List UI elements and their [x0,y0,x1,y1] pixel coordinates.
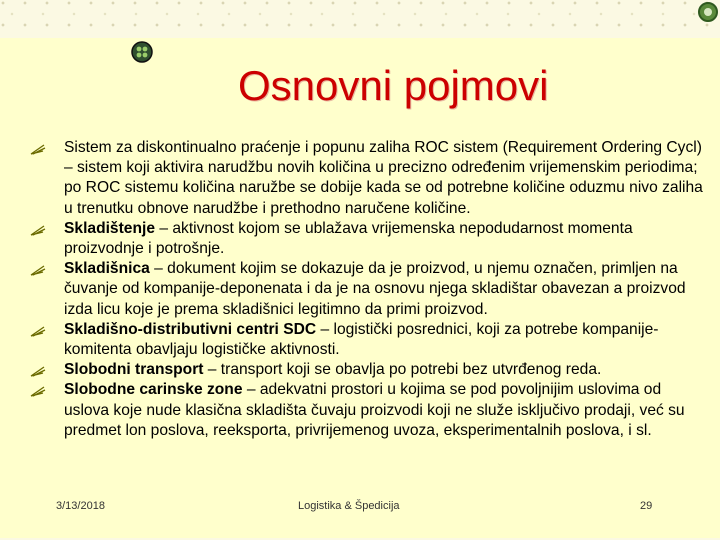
corner-ornament-icon [690,0,720,30]
bullet-term: Slobodne carinske zone [64,381,243,399]
bullet-text: – aktivnost kojom se ublažava vrijemenska nepodudarnost momenta proizvodnje i potrošnje. [64,219,633,258]
bullet-text: – logistički posrednici, koji za potrebe kompanije-komitenta obavljaju logističke aktivnosti. [64,320,659,359]
quill-bullet-icon [30,224,46,236]
bullet-item [30,380,710,441]
quill-bullet-icon [30,143,46,155]
bullet-text: – dokument kojim se dokazuje da je proizvod, u njemu označen, primljen na čuvanje od kompanije-deponenata i da je na osnovu njega skladištar obavezan a proizvod izda licu koje je prema skladišnici legitimno da primi proizvod. [64,260,686,318]
bullet-term: Skladištenje [64,219,156,237]
quill-bullet-icon [30,365,46,377]
bullet-item [30,219,710,259]
bullet-term: Skladišno-distributivni centri SDC [64,320,317,338]
bullet-item [30,320,710,360]
footer-title: Logistika & Špedicija [298,500,400,512]
globe-ornament-icon [130,40,154,64]
bullet-list [30,138,710,441]
footer-date: 3/13/2018 [56,500,105,512]
bullet-item [30,138,710,219]
bullet-term: Slobodni transport [64,361,204,379]
quill-bullet-icon [30,325,46,337]
bullet-text: – adekvatni prostori u kojima se pod povoljnijim uslovima od uslova koje nude klasična skladišta čuvaju proizvodi koji ne služe isključivo prodaji, već su predmet lon poslova, reeksporta, privrijemenog uvoza, eksperimentalnih poslova, i sl. [64,381,685,439]
bullet-text: Sistem za diskontinualno praćenje i popunu zaliha ROC sistem (Requirement Ordering Cycl) – sistem koji aktivira narudžbu novih količina u precizno određenim vrijemenskim periodima; po ROC sistemu količina naružbe se dobije kada se od potrebne količine oduzmu nivo zaliha u trenutku obnove narudžbe i prethodno naručene količine. [64,139,703,217]
quill-bullet-icon [30,264,46,276]
bullet-item [30,259,710,320]
slide-title: Osnovni pojmovi [238,62,549,109]
bullet-text: – transport koji se obavlja po potrebi bez utvrđenog reda. [203,361,602,379]
footer-page-number: 29 [640,500,653,512]
bullet-item [30,360,710,380]
quill-bullet-icon [30,385,46,397]
bullet-term: Skladišnica [64,260,150,278]
